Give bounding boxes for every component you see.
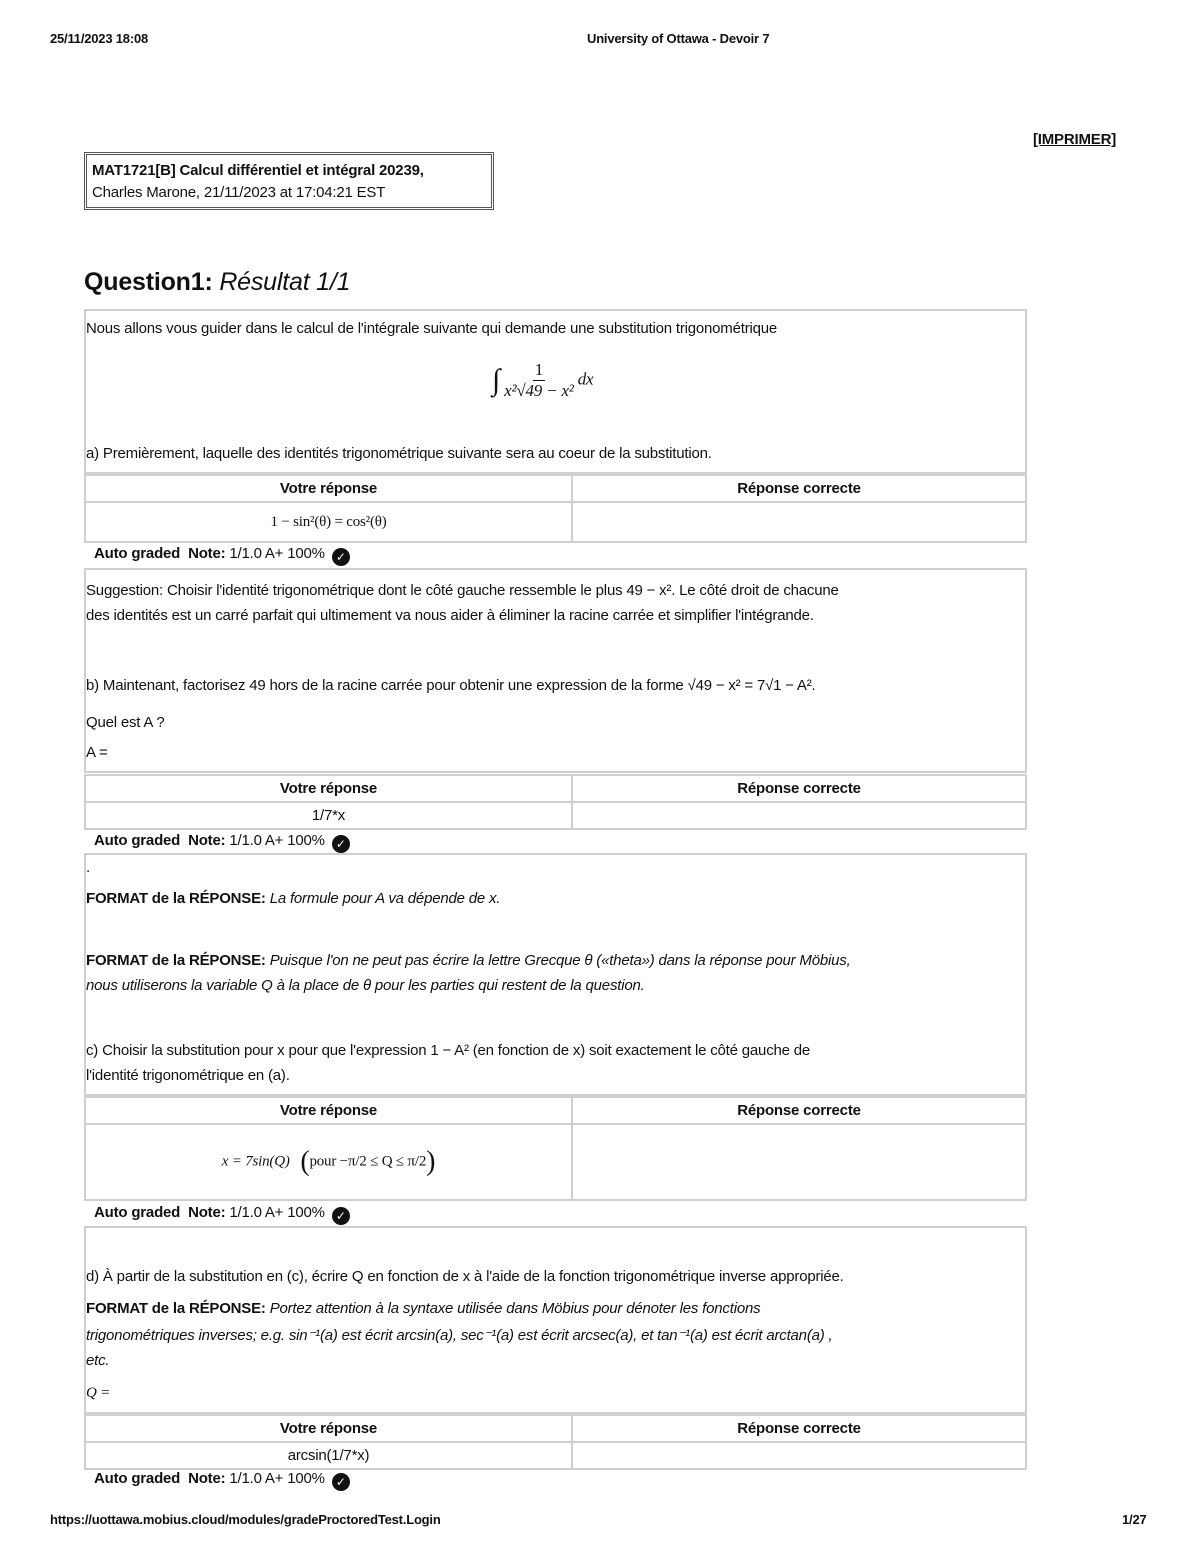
suggestion-line1: Suggestion: Choisir l'identité trigonométrique dont le côté gauche ressemble le plus 49 − x². Le côté droit de chacune [86, 582, 839, 599]
course-info-box [84, 152, 494, 210]
part-b-prompt: b) Maintenant, factorisez 49 hors de la racine carrée pour obtenir une expression de la forme √49 − x² = 7√1 − A². [86, 677, 816, 694]
check-circle-icon: ✓ [332, 548, 350, 566]
your-answer-c-cond: pour −π/2 ≤ Q ≤ π/2 [309, 1153, 427, 1170]
check-circle-icon: ✓ [332, 1473, 350, 1491]
part-d-format-line1 [86, 1296, 760, 1322]
header-your-answer: Votre réponse [85, 475, 572, 502]
header-your-answer: Votre réponse [85, 775, 572, 802]
intro-text: Nous allons vous guider dans le calcul de l'intégrale suivante qui demande une substitution trigonométrique [86, 320, 778, 337]
note-value: 1/1.0 A+ 100% [229, 1470, 325, 1487]
footer-page-number: 1/27 [1122, 1512, 1147, 1527]
correct-answer-b [572, 802, 1026, 829]
part-b-var: A = [86, 744, 108, 761]
part-d-format-a: Portez attention à la syntaxe utilisée dans Möbius pour dénoter les fonctions [269, 1300, 761, 1317]
format-note-1-text: La formule pour A va dépende de x. [269, 890, 501, 907]
part-a-prompt: a) Premièrement, laquelle des identités trigonométrique suivante sera au coeur de la substitution. [86, 445, 712, 462]
note-label: Note: [188, 832, 226, 849]
correct-answer-d [572, 1442, 1026, 1469]
header-correct-answer: Réponse correcte [572, 475, 1026, 502]
grade-line-a [94, 545, 350, 566]
grade-line-d [94, 1470, 350, 1491]
grade-line-b [94, 832, 350, 853]
format-note-1 [86, 886, 500, 912]
header-your-answer: Votre réponse [85, 1415, 572, 1442]
note-value: 1/1.0 A+ 100% [229, 832, 325, 849]
integral-dx: dx [577, 369, 594, 389]
check-circle-icon: ✓ [332, 835, 350, 853]
format-label: FORMAT de la RÉPONSE: [86, 1300, 266, 1317]
integral-numerator: 1 [534, 360, 544, 379]
part-d-prompt: d) À partir de la substitution en (c), écrire Q en fonction de x à l'aide de la fonction trigonométrique inverse appropriée. [86, 1268, 844, 1285]
check-circle-icon: ✓ [332, 1207, 350, 1225]
format-note-2-text: Puisque l'on ne peut pas écrire la lettre Grecque θ («theta») dans la réponse pour Möbius, [269, 952, 851, 969]
auto-graded-label: Auto graded [94, 545, 181, 562]
integral-expression: ∫ $\frac{1}{\text{x²√49 − x²}}$ dx [492, 360, 594, 400]
answer-table-b [84, 774, 1027, 830]
footer-url: https://uottawa.mobius.cloud/modules/gradeProctoredTest.Login [50, 1512, 441, 1527]
your-answer-d: arcsin(1/7*x) [85, 1442, 572, 1469]
your-answer-c-main: x = 7sin(Q) [221, 1153, 290, 1170]
part-c-line1: c) Choisir la substitution pour x pour que l'expression 1 − A² (en fonction de x) soit exactement le côté gauche de [86, 1042, 811, 1059]
format-label: FORMAT de la RÉPONSE: [86, 890, 266, 907]
answer-table-a [84, 474, 1027, 543]
question-result: Résultat 1/1 [219, 268, 351, 296]
auto-graded-label: Auto graded [94, 832, 181, 849]
header-your-answer: Votre réponse [85, 1097, 572, 1124]
note-label: Note: [188, 545, 226, 562]
note-label: Note: [188, 1204, 226, 1221]
print-page-title: University of Ottawa - Devoir 7 [587, 31, 770, 46]
your-answer-a: 1 − sin²(θ) = cos²(θ) [85, 502, 572, 542]
format-label: FORMAT de la RÉPONSE: [86, 952, 266, 969]
integral-denominator: x²√49 − x² [504, 381, 574, 400]
correct-answer-c [572, 1124, 1026, 1200]
part-d-format-line2: trigonométriques inverses; e.g. sin⁻¹(a) est écrit arcsin(a), sec⁻¹(a) est écrit arcsec(a), et tan⁻¹(a) est écrit arctan(a) , [86, 1327, 833, 1344]
note-value: 1/1.0 A+ 100% [229, 1204, 325, 1221]
course-title: MAT1721[B] Calcul différentiel et intégral 20239, [92, 162, 424, 179]
auto-graded-label: Auto graded [94, 1204, 181, 1221]
student-info: Charles Marone, 21/11/2023 at 17:04:21 EST [92, 184, 386, 201]
header-correct-answer: Réponse correcte [572, 1415, 1026, 1442]
answer-table-c [84, 1096, 1027, 1201]
format-note-2 [86, 948, 851, 974]
question-label: Question1: [84, 268, 213, 296]
part-c-line2: l'identité trigonométrique en (a). [86, 1067, 290, 1084]
correct-answer-a [572, 502, 1026, 542]
note-label: Note: [188, 1470, 226, 1487]
print-link[interactable]: [IMPRIMER] [1033, 131, 1116, 148]
question-title [84, 268, 350, 297]
suggestion-line2: des identités est un carré parfait qui ultimement va nous aider à éliminer la racine carrée et simplifier l'intégrande. [86, 607, 814, 624]
part-b-question: Quel est A ? [86, 714, 165, 731]
header-correct-answer: Réponse correcte [572, 775, 1026, 802]
print-datetime: 25/11/2023 18:08 [50, 31, 149, 46]
auto-graded-label: Auto graded [94, 1470, 181, 1487]
your-answer-c: x = 7sin(Q) (pour −π/2 ≤ Q ≤ π/2) [85, 1124, 572, 1200]
dot-marker: . [86, 859, 90, 876]
header-correct-answer: Réponse correcte [572, 1097, 1026, 1124]
part-d-var: Q = [86, 1385, 111, 1401]
note-value: 1/1.0 A+ 100% [229, 545, 325, 562]
grade-line-c [94, 1204, 350, 1225]
your-answer-b: 1/7*x [85, 802, 572, 829]
answer-table-d [84, 1414, 1027, 1470]
part-d-format-line3: etc. [86, 1352, 110, 1369]
format-note-2-cont: nous utiliserons la variable Q à la place de θ pour les parties qui restent de la question. [86, 977, 645, 994]
